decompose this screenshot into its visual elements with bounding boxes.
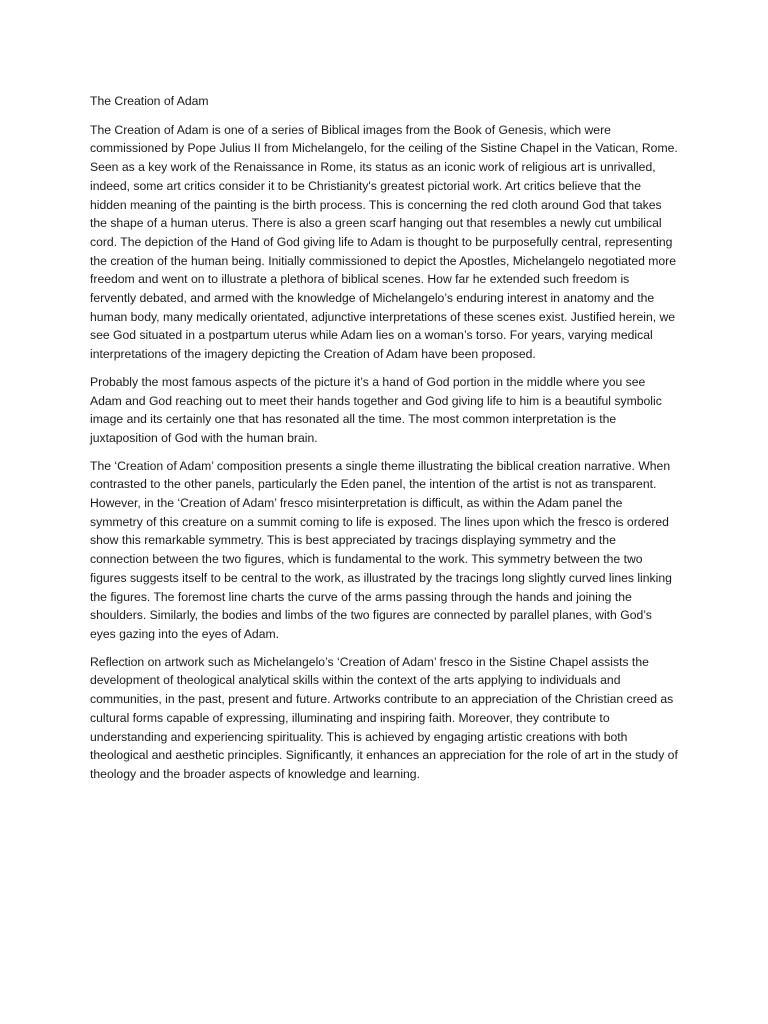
paragraph-3: The ‘Creation of Adam’ composition presents a single theme illustrating the biblical creation narrative. When contrasted to the other panels, particularly the Eden panel, the intention of the artist is not as transparent. However, in the ‘Creation of Adam’ fresco misinterpretation is difficult, as within the Adam panel the symmetry of this creature on a summit coming to life is exposed. The lines upon which the fresco is ordered show this remarkable symmetry. This is best appreciated by tracings displaying symmetry and the connection between the two figures, which is fundamental to the work. This symmetry between the two figures suggests itself to be central to the work, as illustrated by the tracings long slightly curved lines linking the figures. The foremost line charts the curve of the arms passing through the hands and joining the shoulders. Similarly, the bodies and limbs of the two figures are connected by parallel planes, with God’s eyes gazing into the eyes of Adam. (90, 458, 672, 641)
document-title: The Creation of Adam (90, 94, 209, 108)
paragraph-2: Probably the most famous aspects of the picture it’s a hand of God portion in the middle where you see Adam and God reaching out to meet their hands together and God giving life to him is a beautiful symbolic image and its certainly one that has resonated all the time. The most common interpretation is the juxtaposition of God with the human brain. (90, 374, 662, 445)
paragraph-1: The Creation of Adam is one of a series of Biblical images from the Book of Genesis, which were commissioned by Pope Julius II from Michelangelo, for the ceiling of the Sistine Chapel in the Vatican, Rome. Seen as a key work of the Renaissance in Rome, its status as an iconic work of religious art is unrivalled, indeed, some art critics consider it to be Christianity's greatest pictorial work. Art critics believe that the hidden meaning of the painting is the birth process. This is concerning the red cloth around God that takes the shape of a human uterus. There is also a green scarf hanging out that resembles a newly cut umbilical cord. The depiction of the Hand of God giving life to Adam is thought to be purposefully central, representing the creation of the human being. Initially commissioned to depict the Apostles, Michelangelo negotiated more freedom and went on to illustrate a plethora of biblical scenes. How far he extended such freedom is fervently debated, and armed with the knowledge of Michelangelo’s enduring interest in anatomy and the human body, many medically orientated, adjunctive interpretations of these scenes exist. Justified herein, we see God situated in a postpartum uterus while Adam lies on a woman’s torso. For years, varying medical interpretations of the imagery depicting the Creation of Adam have been proposed. (90, 122, 678, 362)
document-page (90, 92, 678, 793)
paragraph-4: Reflection on artwork such as Michelangelo’s ‘Creation of Adam’ fresco in the Sistine Chapel assists the development of theological analytical skills within the context of the arts applying to individuals and communities, in the past, present and future. Artworks contribute to an appreciation of the Christian creed as cultural forms capable of expressing, illuminating and inspiring faith. Moreover, they contribute to understanding and experiencing spirituality. This is achieved by engaging artistic creations with both theological and aesthetic principles. Significantly, it enhances an appreciation for the role of art in the study of theology and the broader aspects of knowledge and learning. (90, 654, 678, 781)
